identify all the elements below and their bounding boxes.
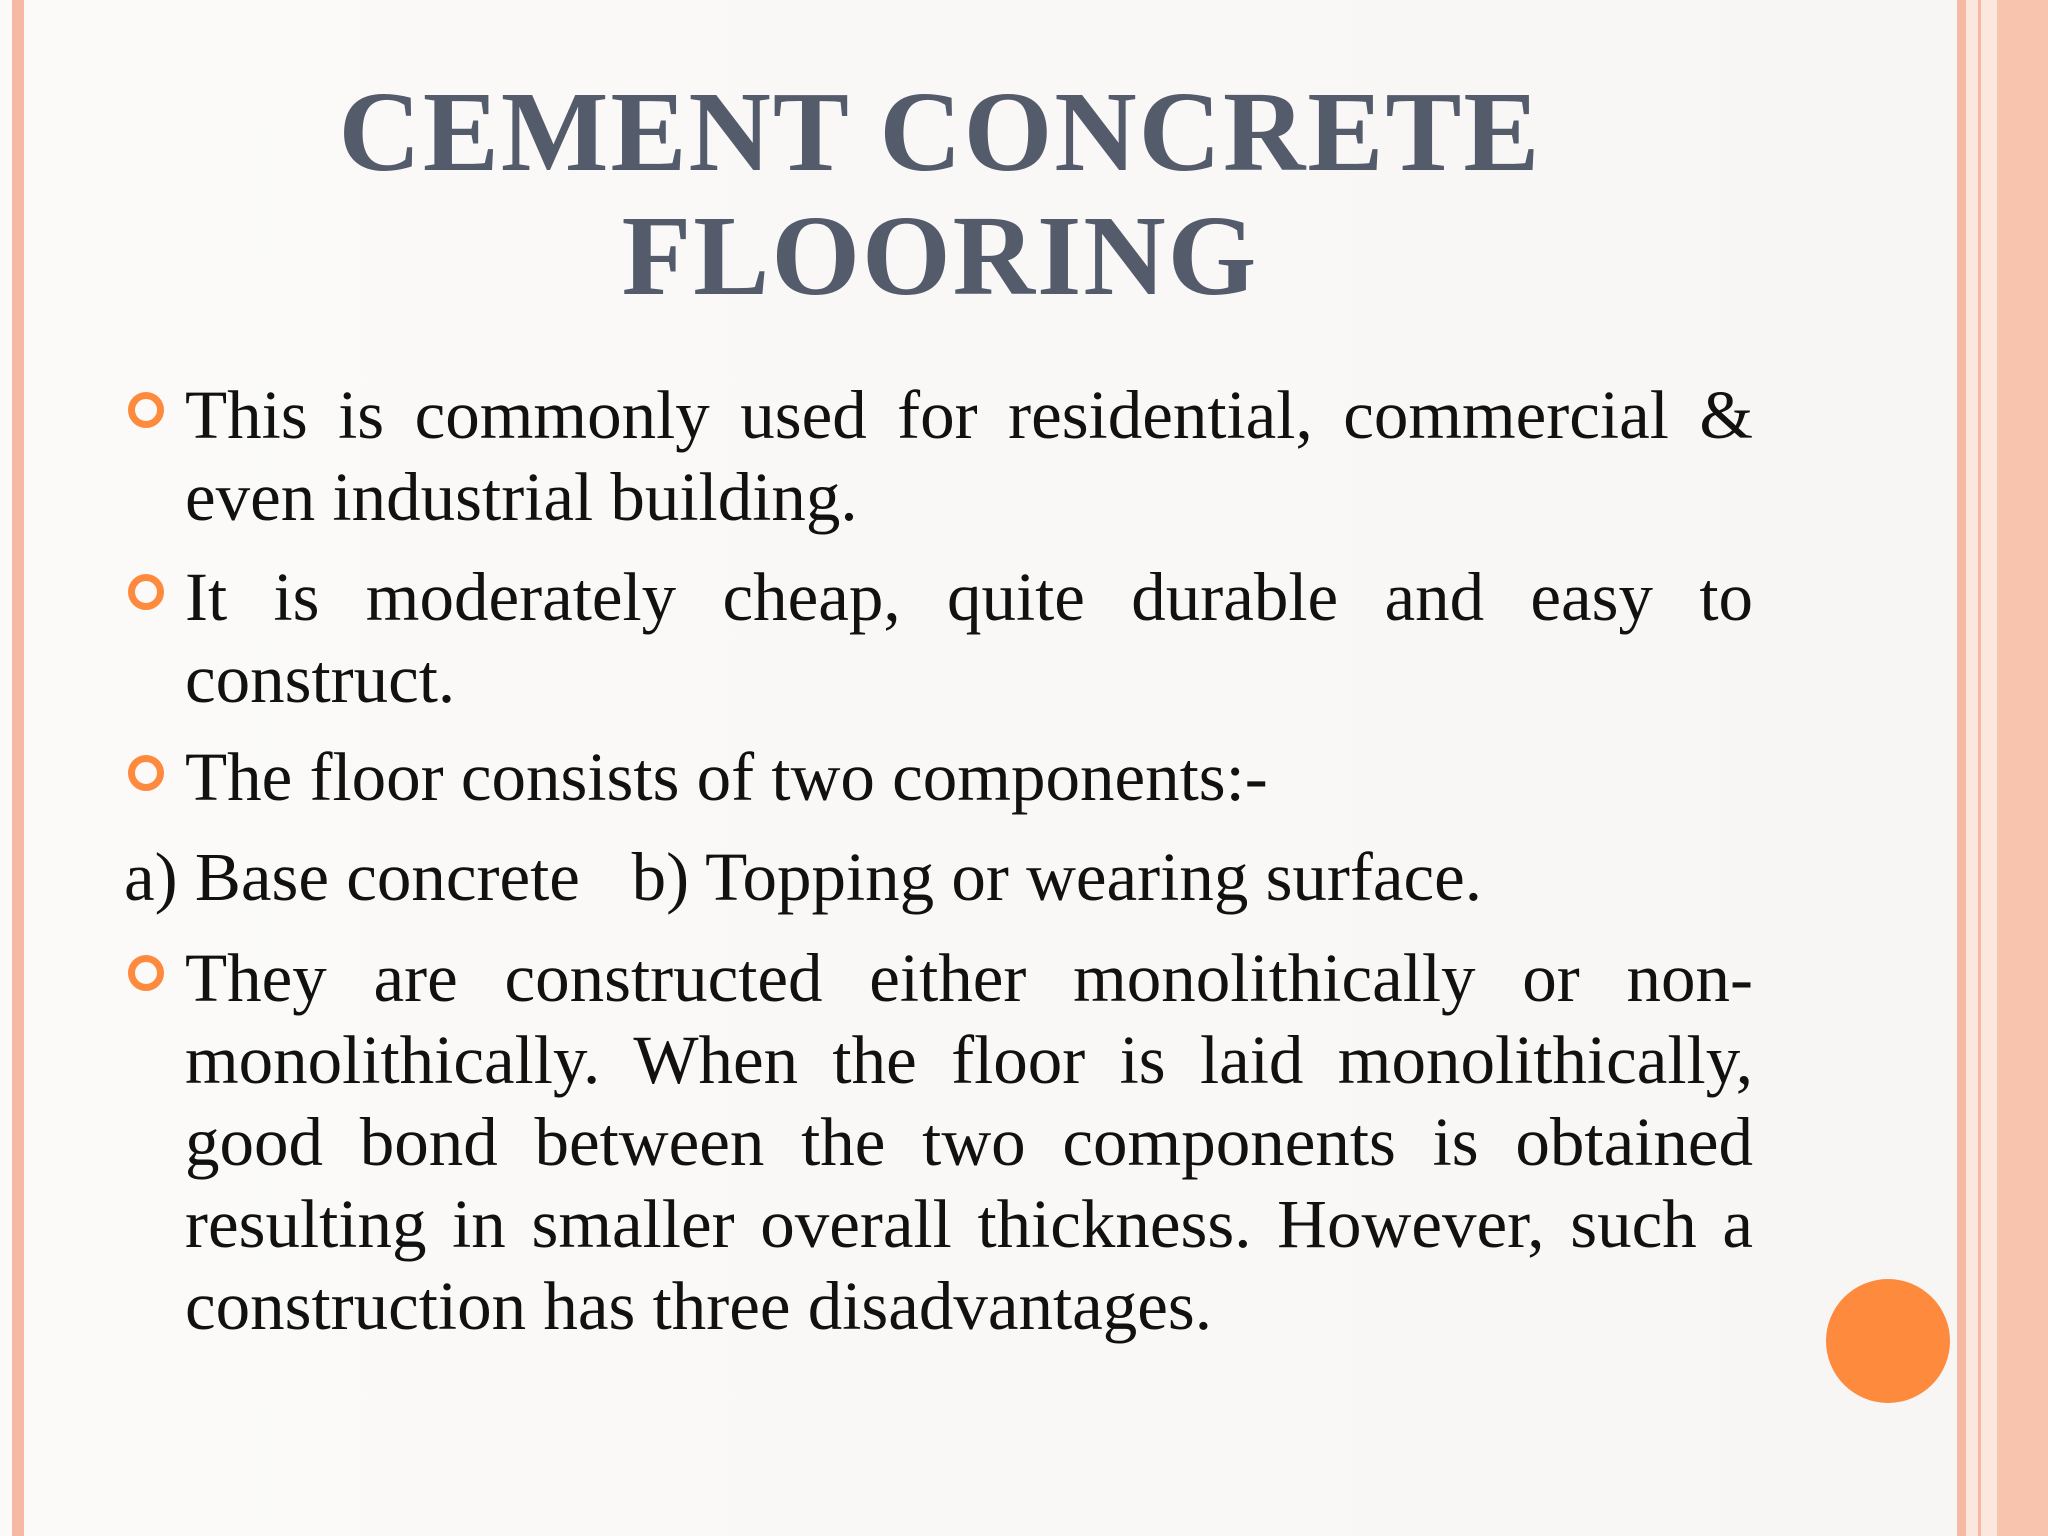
bullet-item-1: This is commonly used for residential, commercial & even industrial building. bbox=[185, 377, 1753, 535]
bullet-circle-icon bbox=[128, 955, 164, 991]
bullet-item-3: The floor consists of two components:- bbox=[185, 739, 1268, 815]
bullet-circle-icon bbox=[128, 755, 164, 791]
bullet-item-2: It is moderately cheap, quite durable and easy to construct. bbox=[185, 559, 1753, 717]
bullet-circle-icon bbox=[128, 574, 164, 610]
bullet-circle-icon bbox=[128, 392, 164, 428]
slide-title-line-1: CEMENT CONCRETE bbox=[338, 68, 1542, 195]
components-line: a) Base concrete b) Topping or wearing surface. bbox=[124, 839, 1482, 915]
bullet-item-4: They are constructed either monolithically or non-monolithically. When the floor is laid monolithically, good bond between the two components is obtained resulting in smaller overall thickness. However, such a construction has three disadvantages. bbox=[185, 940, 1753, 1344]
slide-title-line-2: FLOORING bbox=[621, 192, 1259, 319]
